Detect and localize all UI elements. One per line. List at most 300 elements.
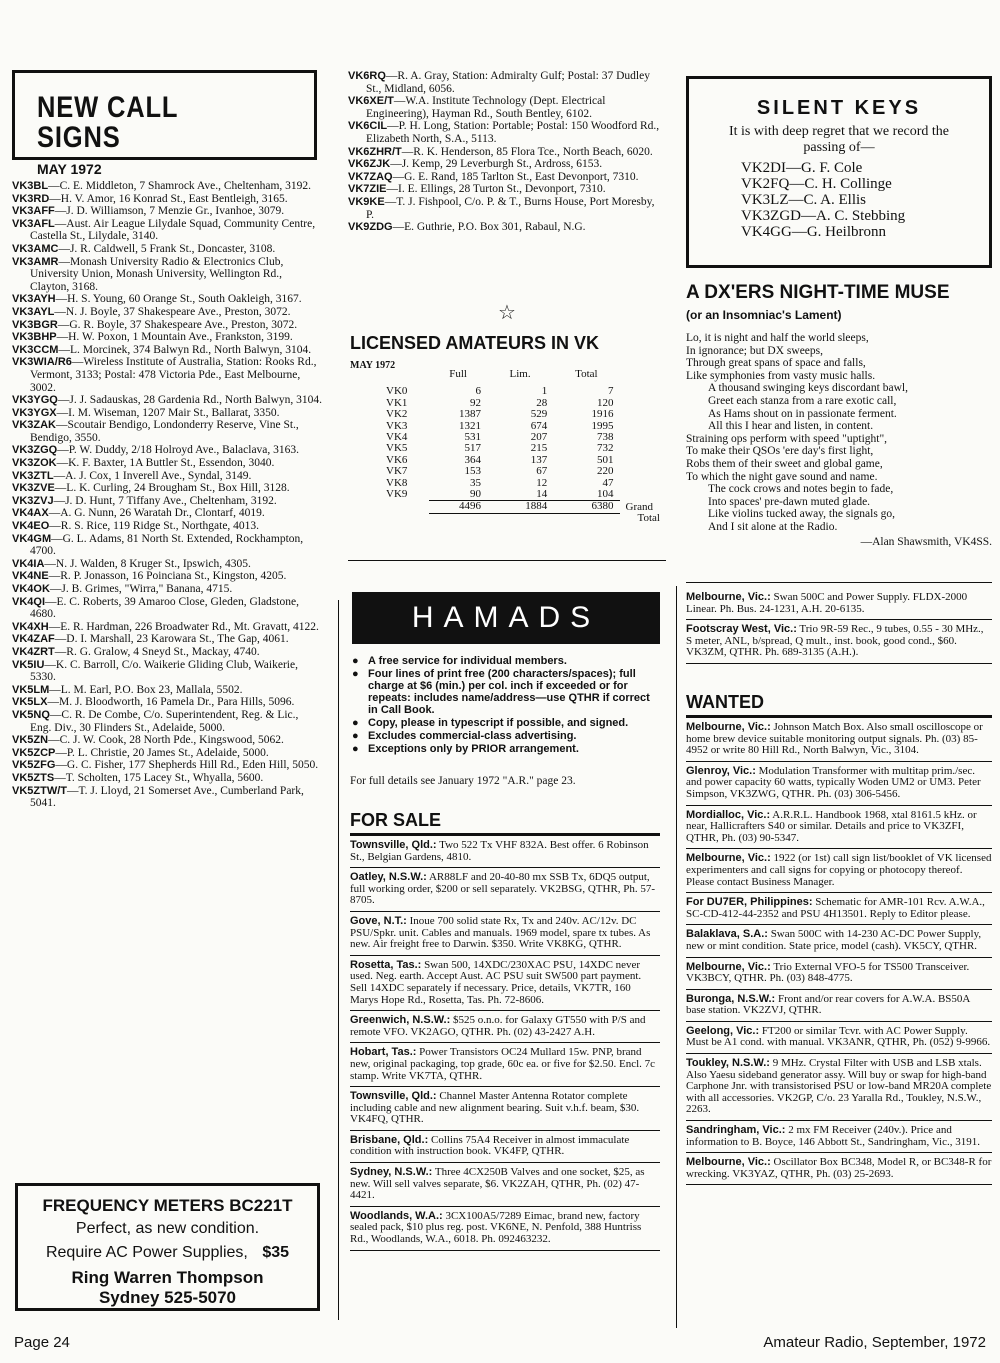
call-sign-entry — [12, 407, 322, 420]
call-sign-address: —R. S. Rice, 119 Ridge St., Northgate, 4013. — [49, 520, 260, 533]
licensed-row — [380, 466, 666, 477]
ad-text: Collins 75A4 Receiver in almost immaculate condition with instruction book. VK4FP, QTHR. — [350, 1133, 630, 1158]
for-sale-title: FOR SALE — [350, 810, 660, 836]
state-label: VK1 — [386, 396, 408, 409]
call-sign: VK3RD — [12, 192, 50, 205]
call-sign: VK9KE — [348, 195, 385, 208]
call-sign-address: —L. M. Earl, P.O. Box 23, Mallala, 5502. — [49, 683, 243, 696]
call-sign-entry — [12, 306, 322, 319]
ad-text: 2 mx FM Receiver (240v.). Price and information to B. Boyce, 146 Abbott St., Sandringham, Vic., 3191. — [686, 1124, 980, 1148]
ad-location: Woodlands, W.A.: — [350, 1209, 443, 1222]
ad-location: Brisbane, Qld.: — [350, 1133, 429, 1146]
hamads-rule-item: ● Excludes commercial-class advertising. — [352, 730, 660, 742]
licensed-amateurs-title: LICENSED AMATEURS IN VK — [350, 333, 600, 353]
call-sign-address: —P. L. Christie, 20 James St., Adelaide, 5000. — [55, 746, 269, 759]
call-sign-address: —H. S. Young, 60 Orange St., South Oakleigh, 3167. — [55, 293, 302, 306]
call-sign-address: —G. R. Boyle, 37 Shakespeare Ave., Preston, 3072. — [57, 318, 298, 331]
call-sign: VK5ZTS — [12, 771, 55, 784]
ad-location: Melbourne, Vic.: — [686, 591, 771, 603]
call-sign-entry — [12, 243, 322, 256]
call-sign-entry — [12, 759, 322, 772]
count-value: 207 — [530, 431, 548, 444]
call-sign: VK5LX — [12, 696, 48, 709]
call-sign-entry — [348, 70, 660, 95]
call-sign: VK5IU — [12, 658, 45, 671]
call-sign-address: —J. R. Caldwell, 5 Frank St., Doncaster, 3108. — [58, 242, 276, 255]
call-sign-address: —J. D. Williamson, 7 Menzie Gr., Ivanhoe, 3079. — [54, 205, 285, 218]
call-sign-entry — [12, 646, 322, 659]
call-sign-address: —N. J. Walden, 8 Kruger St., Ipswich, 4305. — [44, 557, 251, 570]
classified-ad — [350, 1043, 660, 1087]
silent-key-name: VK4GG—G. Heilbronn — [741, 224, 886, 240]
col-header: Full — [449, 368, 467, 380]
licensed-row — [380, 432, 666, 443]
ad-location: Footscray West, Vic.: — [686, 623, 797, 636]
ad-text: 9 MHz. Crystal Filter with USB and LSB xtals. Also Yaesu sideband generator assy. Will buy or swap for high-band Carphone Jnr. with transistorised PSU or low-band MR20A complete with all accessories. VK2GP, C/o. 23 Yaralla Rd., Toukley, N.S.W., 2263. — [686, 1057, 992, 1116]
classified-ad — [350, 956, 660, 1011]
call-sign-entry — [12, 583, 322, 596]
call-sign: VK7ZAQ — [348, 170, 393, 183]
ad-location: Melbourne, Vic.: — [686, 721, 771, 733]
licensed-totals-row — [380, 501, 666, 513]
call-sign: VK3AYL — [12, 305, 55, 318]
classified-ad — [686, 893, 992, 925]
call-sign-address: —N. J. Boyle, 37 Shakespeare Ave., Preston, 3072. — [54, 305, 291, 318]
silent-keys-names — [741, 160, 977, 240]
call-sign-entry — [12, 696, 322, 709]
poem-line: Like symphonies from vasty music halls. — [686, 369, 876, 382]
state-label: VK8 — [386, 476, 408, 489]
poem-author: —Alan Shawsmith, VK4SS. — [860, 535, 992, 548]
classified-ad — [350, 836, 660, 868]
call-sign-address: —A. G. Nunn, 26 Waratah Dr., Clontarf, 4019. — [48, 507, 265, 520]
poem-line: In ignorance; but DX sweeps, — [686, 344, 824, 357]
call-sign: VK6ZHR/T — [348, 145, 402, 158]
call-sign-address: —T. Scholten, 175 Lacey St., Whyalla, 5600. — [54, 771, 264, 784]
count-value: 12 — [536, 476, 548, 489]
column-rule — [676, 586, 677, 1328]
call-sign: VK4OK — [12, 583, 50, 595]
ad-location: Hobart, Tas.: — [350, 1046, 417, 1059]
state-label: VK6 — [386, 453, 408, 466]
ad-text: Two 522 Tx VHF 832A. Best offer. 6 Robinson St., Belgian Gardens, 4810. — [350, 839, 649, 863]
call-sign: VK5LM — [12, 683, 50, 696]
call-sign-address: —G. E. Rand, 185 Tarlton St., East Devonport, 7310. — [392, 170, 639, 183]
ad-location: For DU7ER, Philippines: — [686, 896, 813, 909]
call-sign: VK3AMR — [12, 255, 59, 268]
freq-ad-line2: Perfect, as new condition. — [75, 1220, 260, 1237]
ad-text: Modulation Transformer with multitap prim./sec. and power capacity 60 watts, typically Woden UM2 or UM3. Peter Simpson, VK3ZWG, QTHR. Ph. (03) 306-5456. — [686, 764, 981, 800]
count-value: 674 — [530, 419, 548, 432]
call-sign-entry — [348, 171, 660, 184]
classified-ad — [686, 1121, 992, 1153]
page-number: Page 24 — [14, 1334, 70, 1351]
total-label: Total — [637, 512, 660, 525]
call-sign: VK3AYH — [12, 293, 56, 306]
freq-ad-contact: Ring Warren Thompson — [71, 1268, 264, 1287]
call-sign-entry — [12, 507, 322, 520]
ad-location: Glenroy, Vic.: — [686, 764, 756, 777]
hamads-rules — [352, 655, 660, 756]
col-header: Lim. — [509, 368, 531, 380]
call-sign-entry — [12, 218, 322, 243]
ad-location: Melbourne, Vic.: — [686, 960, 771, 973]
call-sign-address: —W.A. Institute Technology (Dept. Electrical Engineering), Hayman Rd., South Bentley, 6102. — [366, 95, 606, 120]
call-sign-address: —E. R. Hardman, 226 Broadwater Rd., Mt. Gravatt, 4122. — [48, 620, 319, 633]
state-label: VK2 — [386, 408, 408, 421]
call-sign: VK6ZJK — [348, 158, 391, 171]
count-value: 47 — [602, 476, 614, 489]
call-sign-address: —T. J. Fishpool, C/o. P. & T., Burns House, Port Moresby, P. — [366, 195, 655, 221]
call-sign-entry — [12, 356, 322, 394]
call-sign-entry — [12, 180, 322, 193]
ad-text: Three 4CX250B Valves and one socket, $25, as new. Will sell valves separate, $6. VK2ZAH, QTHR, Ph. (02) 47-4421. — [350, 1166, 645, 1202]
classified-ad — [350, 912, 660, 956]
classified-ad — [686, 1054, 992, 1121]
call-sign: VK3WIA/R6 — [12, 356, 72, 369]
freq-ad-phone: Sydney 525-5070 — [98, 1288, 237, 1307]
licensed-row — [380, 455, 666, 466]
ad-text: Trio 9R-59 Rec., 9 tubes, 0.55 - 30 MHz., S meter, ANL, b/spread, Q mult., inst. book, good cond., $60. VK3ZM, QTHR. Ph. 689-3135 (A.H.). — [686, 623, 984, 659]
call-sign-entry — [12, 193, 322, 206]
call-sign: VK3ZAK — [12, 419, 57, 432]
silent-key-name: VK2FQ—C. H. Collinge — [741, 176, 892, 192]
state-label: VK0 — [386, 385, 408, 398]
ad-location: Melbourne, Vic.: — [686, 852, 771, 865]
poem-line: Through great spans of space and falls, — [686, 357, 866, 370]
poem-line: Lo, it is night and half the world sleeps, — [686, 332, 869, 344]
call-sign-address: —G. L. Adams, 81 North St. Extended, Rockhampton, 4700. — [30, 532, 304, 558]
call-sign-entry — [12, 621, 322, 634]
divider-horizontal — [348, 560, 666, 561]
call-sign: VK4IA — [12, 557, 45, 570]
call-sign-entry — [12, 319, 322, 332]
count-value: 738 — [597, 431, 614, 444]
call-sign-entry — [12, 495, 322, 508]
state-label: VK7 — [386, 465, 408, 478]
ad-text: $525 o.n.o. for Galaxy GT550 with P/S and remote VFO. VK2AGO, QTHR. Ph. (02) 43-2427 A.H. — [350, 1014, 646, 1038]
call-sign-entry — [12, 344, 322, 357]
call-sign: VK3AMC — [12, 242, 59, 255]
call-sign-entry — [348, 158, 660, 171]
licensed-row — [380, 409, 666, 420]
call-sign: VK3ZOK — [12, 457, 57, 470]
poem-line: The cock crows and notes begin to fade, — [708, 483, 894, 496]
call-sign-address: —D. I. Marshall, 23 Karowara St., The Gap, 4061. — [54, 633, 289, 646]
call-sign-address: —R. P. Jonasson, 16 Poinciana St., Kingston, 4205. — [48, 570, 287, 583]
count-value: 1321 — [458, 419, 481, 432]
state-label: VK9 — [386, 488, 408, 501]
call-sign: VK3CCM — [12, 343, 59, 356]
count-value: 1995 — [591, 419, 614, 432]
call-sign: VK3ZVJ — [12, 494, 54, 507]
hamads-banner: HAMADS — [352, 592, 660, 644]
classified-ad — [350, 1131, 660, 1163]
call-sign-address: —K. C. Barroll, C/o. Waikerie Gliding Club, Waikerie, 5330. — [30, 658, 298, 684]
ad-text: Swan 500C and Power Supply. FLDX-2000 Linear. Ph. Bus. 24-1231, A.H. 20-6135. — [686, 591, 968, 615]
call-sign-address: —Wireless Institute of Australia, Station: Rooks Rd., Vermont, 3133; Postal: 478 Victoria Pde., East Melbourne, 3002. — [30, 356, 317, 394]
ad-location: Geelong, Vic.: — [686, 1024, 760, 1037]
silent-keys-box — [686, 76, 992, 268]
count-value: 1916 — [591, 408, 614, 421]
silent-keys-intro: It is with deep regret that we record the passing of— — [728, 124, 950, 155]
count-value: 501 — [597, 453, 614, 466]
count-value: 6 — [475, 385, 481, 398]
call-sign: VK4ZAF — [12, 633, 55, 646]
call-sign-entry — [348, 95, 660, 120]
poem-line: All this I hear and listen, in content. — [708, 420, 874, 433]
ad-location: Rosetta, Tas.: — [350, 958, 422, 971]
call-sign-entry — [12, 470, 322, 483]
licensed-month: MAY 1972 — [350, 360, 396, 371]
call-sign-address: —R. G. Gralow, 4 Sneyd St., Mackay, 4740. — [54, 645, 260, 658]
total-full: 4496 — [458, 500, 481, 513]
call-sign-entry — [12, 520, 322, 533]
call-sign: VK9ZDG — [348, 221, 393, 234]
call-sign-list-col1 — [12, 180, 322, 810]
ad-location: Toukley, N.S.W.: — [686, 1057, 770, 1070]
call-sign-entry — [12, 533, 322, 558]
licensed-row — [380, 478, 666, 489]
call-sign: VK3ZGQ — [12, 444, 58, 457]
call-sign-address: —G. C. Fisher, 177 Shepherds Hill Rd., Eden Hill, 5050. — [55, 759, 319, 772]
call-sign-entry — [12, 293, 322, 306]
call-sign-address: —L. K. Curling, 24 Brougham St., Box Hill, 3128. — [54, 482, 290, 495]
call-sign-address: —P. W. Duddy, 2/18 Holroyd Ave., Balaclava, 3163. — [57, 444, 300, 457]
ad-text: Swan 500C with 14-230 AC-DC Power Supply, new or mint condition. State price, model (cash). VK5CY, QTHR. — [686, 928, 982, 952]
count-value: 92 — [469, 396, 481, 409]
classified-ad — [686, 990, 992, 1022]
call-sign-address: —Monash University Radio & Electronics Club, University Union, Monash University, Wellington Rd., Clayton, 3168. — [30, 255, 284, 293]
poem-title: A DX'ERS NIGHT-TIME MUSE — [686, 282, 950, 303]
poem-line: A thousand swinging keys discordant bawl, — [708, 382, 908, 395]
frequency-meters-ad — [15, 1183, 320, 1311]
licensed-table — [380, 369, 666, 525]
licensed-row — [380, 398, 666, 409]
ad-location: Oatley, N.S.W.: — [350, 871, 427, 884]
call-sign-entry — [12, 205, 322, 218]
silent-key-name: VK2DI—G. F. Cole — [741, 160, 863, 176]
hamads-rule-item: ● Exceptions only by PRIOR arrangement. — [352, 743, 660, 755]
call-sign-entry — [12, 331, 322, 344]
call-sign-entry — [12, 570, 322, 583]
call-sign-address: —E. C. Roberts, 39 Amaroo Close, Gleden, Gladstone, 4680. — [30, 595, 299, 621]
call-sign-address: —J. D. Hunt, 7 Tiffany Ave., Cheltenham, 3192. — [53, 494, 277, 507]
freq-ad-requirement: Require AC Power Supplies, — [45, 1244, 248, 1261]
state-label: VK5 — [386, 442, 408, 455]
call-sign-address: —L. Morcinek, 374 Balwyn Rd., North Balwyn, 3104. — [58, 343, 312, 356]
classified-ad — [686, 849, 992, 893]
for-sale-section — [350, 810, 660, 1251]
classified-ad — [350, 1207, 660, 1251]
call-sign-address: —E. Guthrie, P.O. Box 301, Rabaul, N.G. — [392, 221, 586, 234]
poem-section — [686, 282, 992, 548]
silent-keys-title: SILENT KEYS — [756, 97, 922, 119]
call-sign-entry — [12, 747, 322, 760]
count-value: 28 — [536, 396, 548, 409]
poem-line: Robs them of their sweet and global game, — [686, 457, 883, 470]
poem-line: And I sit alone at the Radio. — [708, 520, 838, 533]
call-sign-entry — [12, 785, 322, 810]
wanted-section — [686, 692, 992, 1185]
call-sign: VK3AFF — [12, 205, 55, 218]
call-sign-entry — [348, 146, 660, 159]
poem-line: Straining ops perform with speed "uptight", — [686, 432, 888, 445]
count-value: 120 — [597, 396, 614, 409]
call-sign-address: —K. F. Baxter, 1A Buttler St., Essendon, 3040. — [56, 457, 275, 470]
call-sign-address: —I. M. Wiseman, 1207 Mair St., Ballarat, 3350. — [56, 406, 280, 419]
count-value: 1 — [541, 385, 548, 398]
ad-location: Melbourne, Vic.: — [686, 1156, 771, 1169]
call-sign-entry — [12, 684, 322, 697]
call-sign-entry — [12, 419, 322, 444]
call-sign: VK5ZCP — [12, 746, 56, 759]
call-sign: VK5NQ — [12, 708, 50, 721]
call-sign-entry — [12, 633, 322, 646]
call-sign-address: —C. J. W. Cook, 28 North Pde., Kingswood, 5062. — [48, 734, 284, 747]
silent-key-name: VK3ZGD—A. C. Stebbing — [741, 208, 906, 224]
classified-ad — [686, 762, 992, 806]
ad-text: AR88LF and 20-40-80 mx SSB Tx, 6DQ5 output, full working order, $200 or sell separately. VK2BSG, QTHR, Ph. 57-8705. — [350, 871, 656, 907]
hamads-rule-item: ● Copy, please in typescript if possible, and signed. — [352, 717, 660, 729]
count-value: 7 — [608, 385, 614, 398]
call-sign-address: —Scoutair Bendigo, Londonderry Reserve, Vine St., Bendigo, 3550. — [30, 419, 299, 444]
call-sign-address: —J. Kemp, 29 Leverburgh St., Ardross, 6153. — [390, 158, 603, 171]
call-sign-entry — [12, 256, 322, 294]
column-rule — [338, 600, 339, 1320]
freq-ad-line1: FREQUENCY METERS BC221T — [42, 1196, 293, 1215]
new-call-signs-header-box — [12, 70, 317, 177]
count-value: 35 — [469, 476, 481, 489]
classified-ad — [350, 1087, 660, 1131]
ad-text: Channel Master Antenna Rotator complete including cable and new alignment bearing. Suit v.h.f. beam, $30. VK4FQ, QTHR. — [350, 1090, 640, 1126]
wanted-list — [686, 718, 992, 1185]
divider-horizontal-right — [686, 582, 992, 583]
call-sign-address: —M. J. Bloodworth, 16 Pamela Dr., Para Hills, 5096. — [47, 696, 295, 709]
publication-info: Amateur Radio, September, 1972 — [763, 1334, 986, 1351]
ad-text: Power Transistors OC24 Mullard 15w. PNP, brand new, original packaging, top grade, 60c ea. or five for $2.50. Encl. 7c stamp. Write VK7TA, QTHR. — [350, 1046, 656, 1082]
call-sign-entry — [348, 120, 660, 145]
classified-ad — [350, 1163, 660, 1207]
call-sign-address: —J. J. Sadauskas, 28 Gardenia Rd., North Balwyn, 3104. — [57, 394, 323, 407]
call-sign: VK7ZIE — [348, 183, 387, 196]
classified-ad — [350, 868, 660, 912]
call-sign: VK3BHP — [12, 331, 57, 344]
call-sign: VK4ZRT — [12, 645, 55, 658]
call-sign-address: —P. H. Long, Station: Portable; Postal: 150 Woodford Rd., Elizabeth North, S.A., 5113. — [366, 120, 660, 145]
freq-ad-line3 — [24, 1244, 311, 1262]
hamads-details: For full details see January 1972 "A.R." page 23. — [350, 775, 576, 787]
call-sign-entry — [12, 558, 322, 571]
call-sign: VK3YGQ — [12, 394, 58, 407]
poem-line: To make their QSOs 'ere day's first light, — [686, 445, 874, 458]
ad-location: Mordialloc, Vic.: — [686, 808, 771, 821]
classified-ad — [350, 1011, 660, 1043]
ad-location: Greenwich, N.S.W.: — [350, 1014, 451, 1027]
call-sign-list-col2 — [348, 70, 660, 234]
call-sign: VK3YGX — [12, 406, 57, 419]
count-value: 220 — [597, 465, 614, 478]
new-call-signs-title: NEW CALL SIGNS — [37, 91, 178, 154]
ad-location: Townsville, Qld.: — [350, 1090, 437, 1103]
licensed-row — [380, 489, 666, 501]
ad-text: Swan 500, 14XDC/230XAC PSU, 14XDC never used. Neg. earth. Accept Aust. AC PSU suit SW500 part payment. Sell 14XDC separately if necessary. Price, details, VK7TR, 160 Marys Hope Rd., Rosetta, Tas. Ph. 72-8606. — [350, 958, 642, 1006]
ad-text: Schematic for AMR-101 Rcv. A.W.A., SC-CD-412-44-2352 and PSU 4H13501. Reply to Editor please. — [686, 896, 985, 920]
call-sign: VK6RQ — [348, 70, 386, 82]
ad-text: Front and/or rear covers for A.W.A. BS50A base station. VK2ZVJ, QTHR. — [686, 992, 970, 1017]
count-value: 529 — [530, 408, 548, 421]
call-sign-address: —A. J. Cox, 1 Inverell Ave., Syndal, 3149. — [53, 469, 252, 482]
state-label: VK4 — [386, 431, 408, 444]
poem-line: Like violins tucked away, the signals go, — [708, 508, 896, 521]
call-sign-entry — [12, 444, 322, 457]
hamads-rule-item: ● Four lines of print free (200 characters/spaces); full charge at $6 (min.) per col. inch if exceeded or for repeats: includes name/address—use QTHR if correct in Call Book. — [352, 668, 660, 716]
classified-ad — [686, 620, 992, 664]
licensed-header-row — [380, 369, 666, 380]
count-value: 14 — [536, 488, 548, 501]
total-all: 6380 — [591, 500, 614, 513]
call-sign-entry — [12, 734, 322, 747]
call-sign: VK3ZVE — [12, 482, 55, 495]
star-divider: ☆ — [498, 302, 516, 324]
call-sign-address: —C. E. Middleton, 7 Shamrock Ave., Cheltenham, 3192. — [48, 180, 312, 192]
call-sign: VK3BGR — [12, 318, 58, 331]
grand-label: Grand — [625, 500, 654, 513]
call-sign: VK3ZTL — [12, 469, 54, 482]
ad-text: Inoue 700 solid state Rx, Tx and 240v. AC/12v. DC PSU/Spkr. unit. Cables and manuals. 1969 model, spare tx tubes. As new. Air freight free to Darwin. $350. Write VK8KG, QTHR. — [350, 914, 651, 951]
ad-location: Sydney, N.S.W.: — [350, 1166, 433, 1179]
call-sign-entry — [348, 183, 660, 196]
licensed-row — [380, 386, 666, 397]
count-value: 67 — [536, 465, 548, 478]
silent-key-name: VK3LZ—C. A. Ellis — [741, 192, 867, 208]
classified-ad — [686, 1153, 992, 1185]
new-call-signs-month: MAY 1972 — [37, 161, 102, 177]
call-sign: VK6CIL — [348, 120, 388, 133]
count-value: 104 — [597, 488, 614, 501]
call-sign: VK5ZN — [12, 734, 49, 747]
ad-text: Johnson Match Box. Also small oscilloscope or home brew device suitable monitoring output signals. Ph. (03) 85-4952 or write 80 Hill Rd., North Balwyn, Vic., 3104. — [686, 721, 983, 757]
ad-location: Balaklava, S.A.: — [686, 928, 768, 941]
count-value: 732 — [597, 442, 614, 455]
ad-location: Buronga, N.S.W.: — [686, 992, 776, 1005]
poem-line: To which the night gave sound and name. — [686, 470, 878, 483]
call-sign-address: —C. R. De Combe, C/o. Superintendent, Reg. & Lic., Eng. Div., 30 Flinders St., Adelaide, 5000. — [30, 708, 299, 734]
count-value: 531 — [464, 431, 481, 444]
ad-location: Townsville, Qld.: — [350, 839, 437, 851]
poem-body — [686, 332, 992, 534]
call-sign-entry — [348, 221, 660, 234]
col3-for-sale-list — [686, 588, 992, 664]
state-label: VK3 — [386, 419, 408, 432]
call-sign: VK4AX — [12, 507, 49, 520]
wanted-title: WANTED — [686, 692, 992, 718]
count-value: 364 — [464, 453, 481, 466]
poem-line: Greet each stanza from a rare exotic call, — [708, 394, 897, 407]
call-sign-address: —R. A. Gray, Station: Admiralty Gulf; Postal: 37 Dudley St., Midland, 6056. — [366, 70, 650, 95]
call-sign: VK5ZTW/T — [12, 784, 67, 797]
call-sign: VK4NE — [12, 570, 49, 583]
classified-ad — [686, 588, 992, 620]
licensed-row — [380, 421, 666, 432]
classified-ad — [686, 806, 992, 850]
call-sign-address: —R. K. Henderson, 85 Flora Tce., North Beach, 6020. — [401, 145, 653, 158]
call-sign-entry — [12, 394, 322, 407]
ad-text: A.R.R.L. Handbook 1968, xtal 8161.5 kHz. or near, Hallicrafters S40 or similar. Details and price to VK3ZFI, QTHR, Ph. (03) 90-5347. — [686, 808, 977, 844]
ad-text: Trio External VFO-5 for TS500 Transceiver. VK3BCY, QTHR. Ph. (03) 848-4775. — [686, 960, 970, 985]
classified-ad — [686, 718, 992, 762]
hamads-rule-item: ● A free service for individual members. — [352, 655, 660, 667]
